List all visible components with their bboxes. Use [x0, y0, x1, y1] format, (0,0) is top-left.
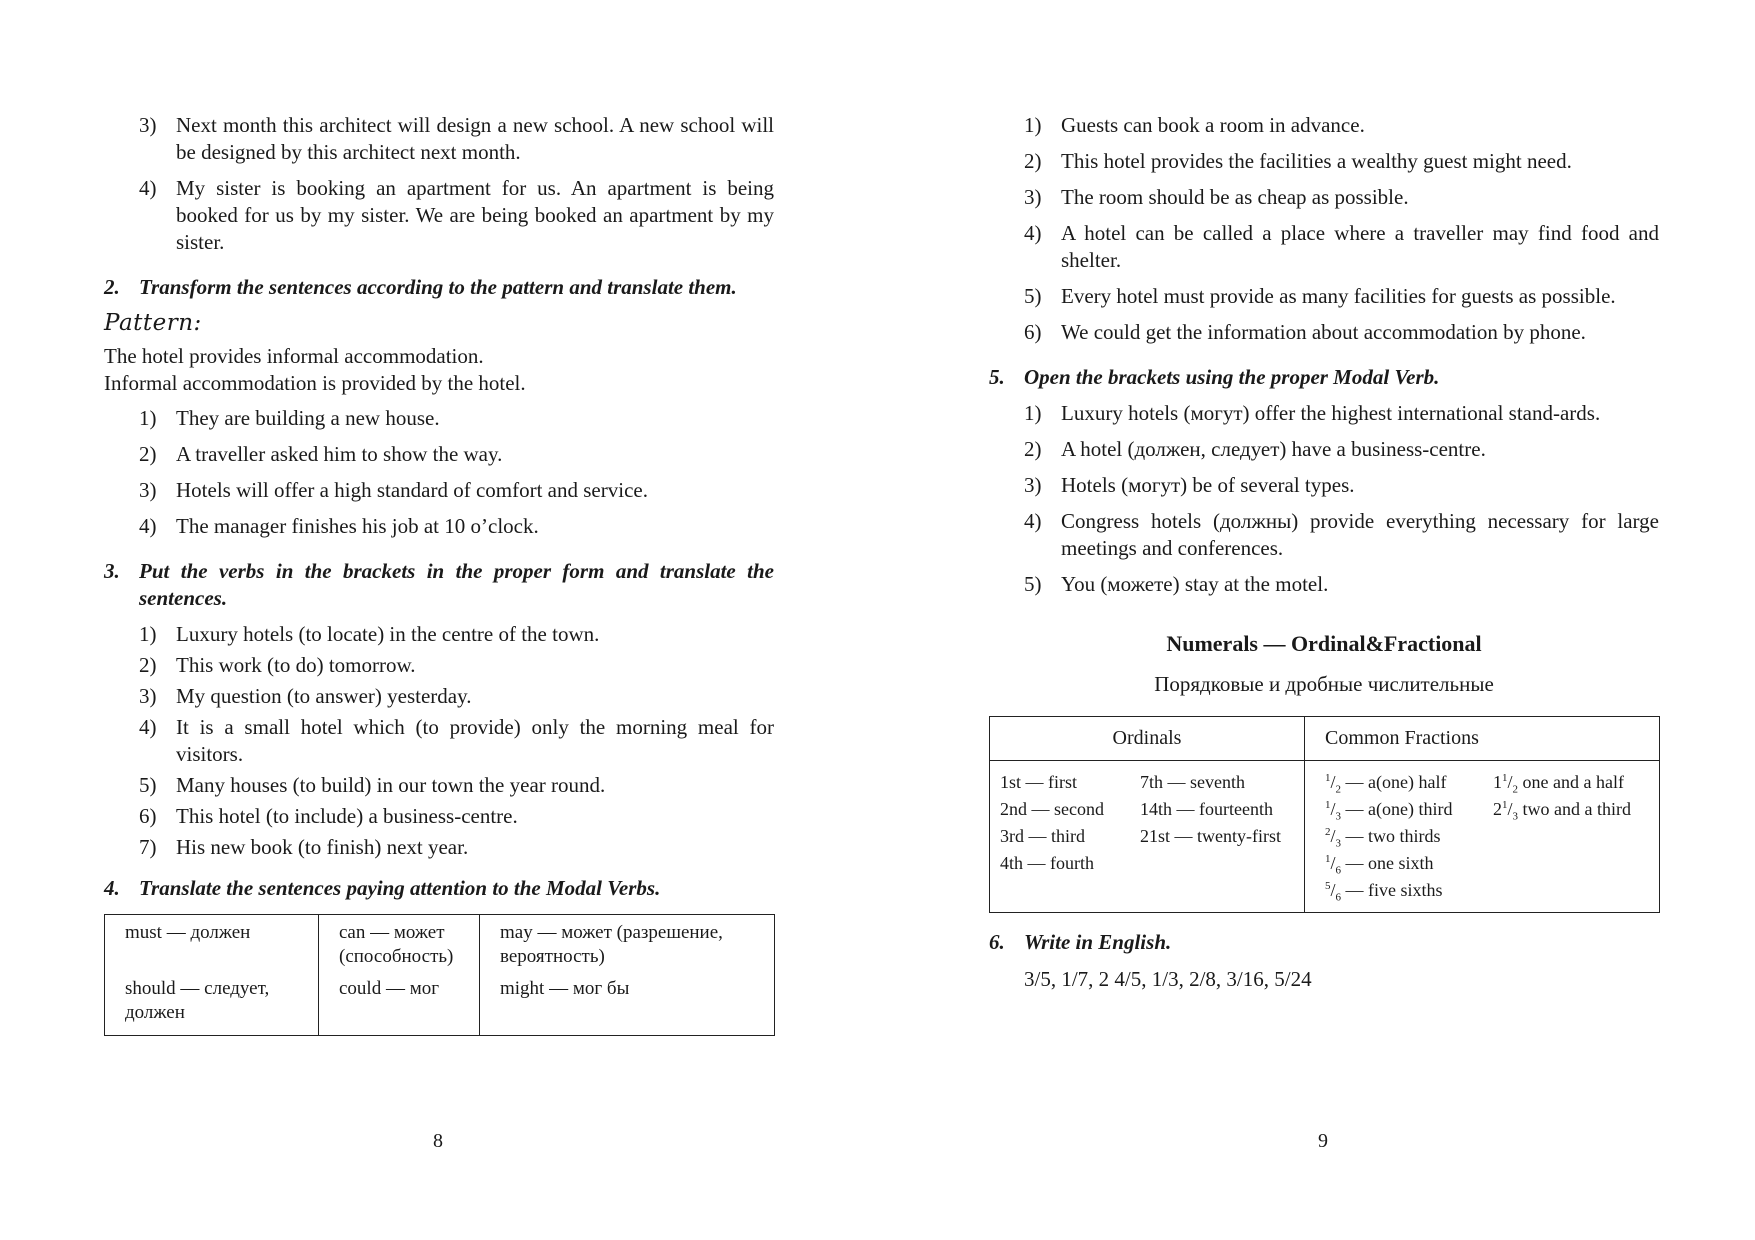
task-heading: 4. Translate the sentences paying attention to the Modal Verbs. — [104, 876, 661, 900]
list-item: $^1/_6$ — one sixth — [1325, 853, 1434, 877]
exercise-text: 3/5, 1/7, 2 4/5, 1/3, 2/8, 3/16, 5/24 — [1024, 967, 1312, 991]
list-item: 5) Many houses (to build) in our town the year round. — [139, 773, 606, 797]
table-cell: can — может (способность) — [319, 915, 480, 970]
table-cell: may — может (разрешение, вероятность) — [480, 915, 775, 970]
column-header: Common Fractions — [1305, 717, 1660, 761]
list-item: 7) His new book (to finish) next year. — [139, 835, 469, 859]
list-item: 4) Congress hotels (должны) provide everything necessary for large meetings and conferences. — [1024, 509, 1659, 560]
list-item: 3) Next month this architect will design a new school. A new school will be designed by this architect next month. — [139, 113, 774, 164]
list-item: 4) My sister is booking an apartment for us. An apartment is being booked for us by my sister. We are being booked an apartment by my sister. — [139, 176, 774, 254]
list-item: 4) It is a small hotel which (to provide) only the morning meal for visitors. — [139, 715, 774, 766]
pattern-example: Informal accommodation is provided by the hotel. — [104, 371, 526, 395]
table-cell: could — мог — [319, 969, 480, 1036]
section-title: Numerals — Ordinal&Fractional — [1166, 631, 1482, 656]
list-item: 2) This work (to do) tomorrow. — [139, 653, 416, 677]
list-item: 3) Hotels will offer a high standard of comfort and service. — [139, 478, 648, 502]
list-item: 2) This hotel provides the facilities a wealthy guest might need. — [1024, 149, 1572, 173]
page-number: 9 — [1318, 1130, 1328, 1152]
list-item: $^1/_3$ — a(one) third $2^1/_3$ two and a third — [1325, 799, 1631, 823]
list-item: 1st — first 7th — seventh — [1000, 772, 1245, 792]
right-page — [989, 112, 1659, 993]
table-row — [990, 761, 1660, 913]
list-item: 1) Guests can book a room in advance. — [1024, 113, 1365, 137]
table-cell: might — мог бы — [480, 969, 775, 1036]
list-item: 4th — fourth — [1000, 853, 1094, 873]
list-item: 4) A hotel can be called a place where a traveller may find food and shelter. — [1024, 221, 1659, 272]
modal-verbs-table — [104, 914, 775, 1036]
table-row — [105, 969, 775, 1036]
pattern-label: Pattern: — [104, 310, 202, 336]
table-cell: should — следует, должен — [105, 969, 319, 1036]
list-item: 5) You (можете) stay at the motel. — [1024, 572, 1329, 596]
task-heading: 6. Write in English. — [989, 930, 1172, 954]
list-item: 5) Every hotel must provide as many facilities for guests as possible. — [1024, 284, 1616, 308]
table-cell: must — должен — [105, 915, 319, 970]
ordinals-cell — [990, 761, 1305, 913]
table-header-row — [990, 717, 1660, 761]
task-heading: 2. Transform the sentences according to the pattern and translate them. — [104, 275, 737, 299]
list-item: 3rd — third 21st — twenty-first — [1000, 826, 1281, 846]
table-row — [105, 915, 775, 970]
list-item: 3) Hotels (могут) be of several types. — [1024, 473, 1355, 497]
pattern-example: The hotel provides informal accommodation. — [104, 344, 484, 368]
list-item: 2) A hotel (должен, следует) have a business-centre. — [1024, 437, 1486, 461]
list-item: $^1/_2$ — a(one) half $1^1/_2$ one and a half — [1325, 772, 1624, 796]
task-heading: 5. Open the brackets using the proper Modal Verb. — [989, 365, 1440, 389]
numerals-table — [989, 716, 1660, 913]
fractions-cell — [1305, 761, 1660, 913]
left-page — [104, 112, 774, 1036]
page-number: 8 — [433, 1130, 443, 1152]
list-item: 6) We could get the information about accommodation by phone. — [1024, 320, 1586, 344]
list-item: 6) This hotel (to include) a business-centre. — [139, 804, 518, 828]
task-heading: 3. Put the verbs in the brackets in the proper form and translate the sentences. — [104, 559, 774, 610]
column-header: Ordinals — [990, 717, 1305, 761]
list-item: 3) The room should be as cheap as possible. — [1024, 185, 1409, 209]
list-item: 1) They are building a new house. — [139, 406, 440, 430]
list-item: 1) Luxury hotels (могут) offer the highest international stand-ards. — [1024, 401, 1601, 425]
list-item: 1) Luxury hotels (to locate) in the centre of the town. — [139, 622, 600, 646]
list-item: $^5/_6$ — five sixths — [1325, 880, 1443, 904]
list-item: 4) The manager finishes his job at 10 o’clock. — [139, 514, 539, 538]
list-item: 3) My question (to answer) yesterday. — [139, 684, 472, 708]
list-item: $^2/_3$ — two thirds — [1325, 826, 1441, 850]
list-item: 2) A traveller asked him to show the way. — [139, 442, 503, 466]
section-subtitle: Порядковые и дробные числительные — [1154, 672, 1494, 696]
list-item: 2nd — second 14th — fourteenth — [1000, 799, 1273, 819]
